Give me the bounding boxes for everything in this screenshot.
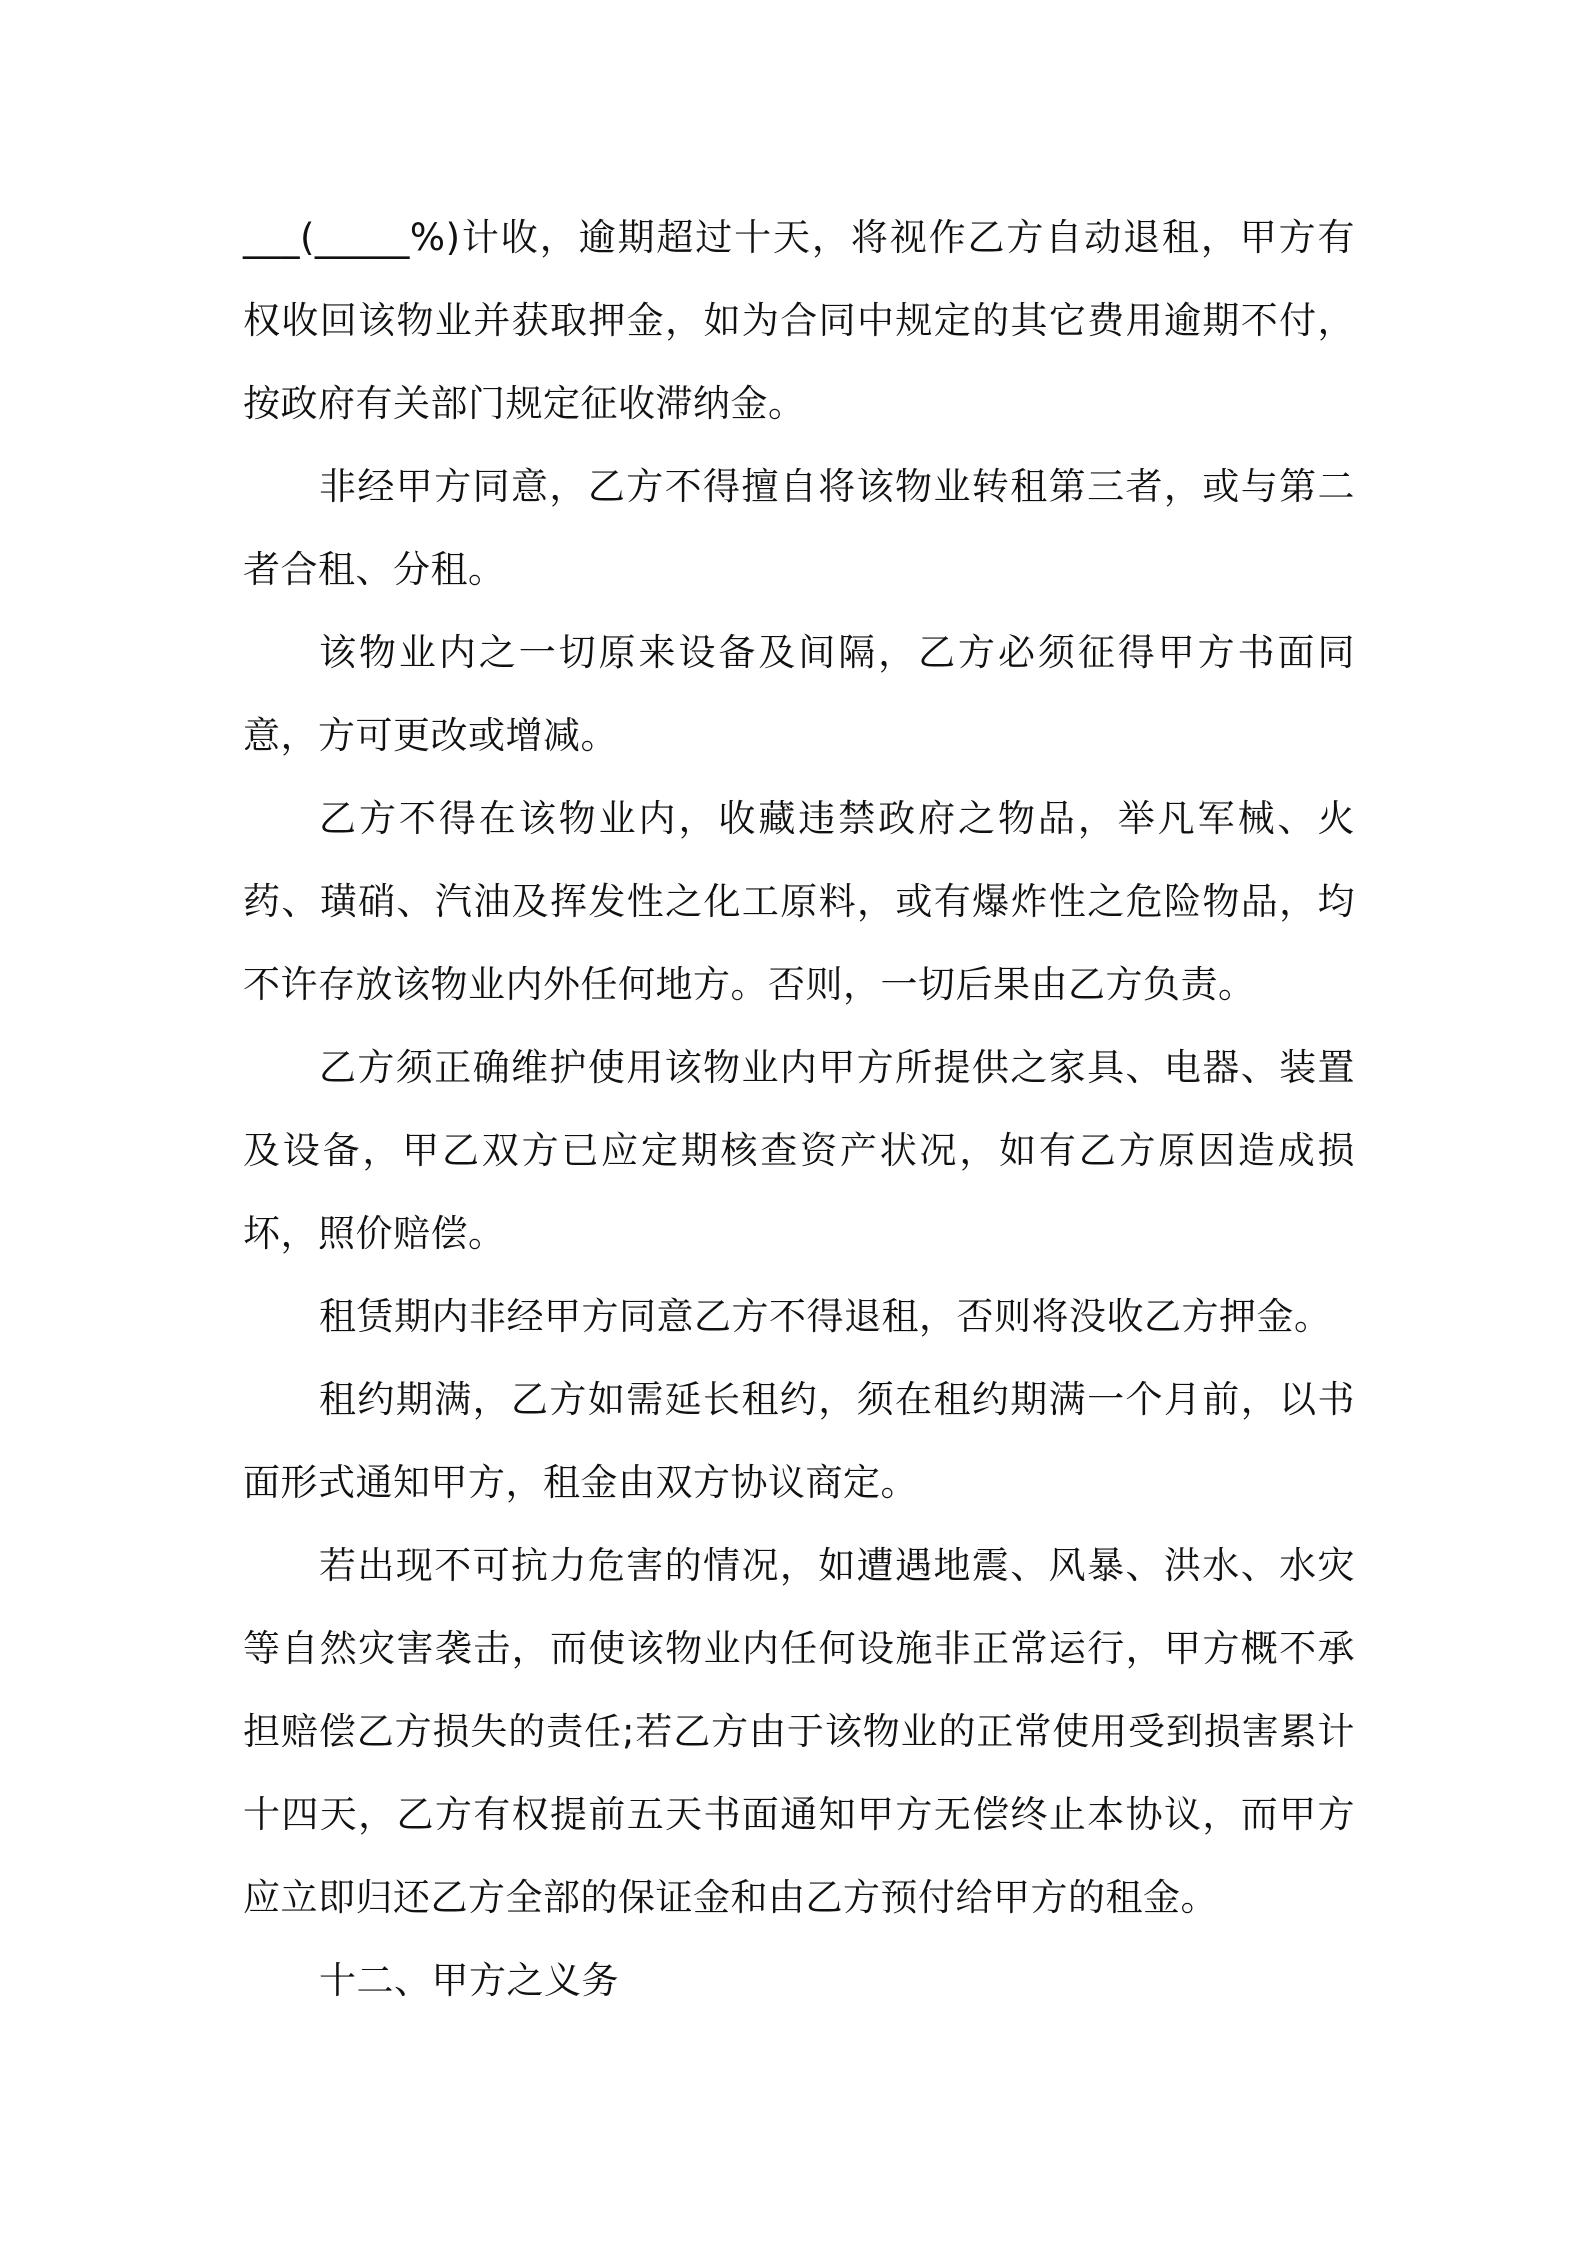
section-heading-landlord-obligations: 十二、甲方之义务 (319, 1959, 619, 2002)
paragraph-sublet: 非经甲方同意，乙方不得擅自将该物业转租第三者，或与第二者合租、分租。 (243, 465, 1355, 591)
paragraph-alterations: 该物业内之一切原来设备及间隔，乙方必须征得甲方书面同意，方可更改或增减。 (243, 631, 1355, 757)
paragraph-early-termination: 租赁期内非经甲方同意乙方不得退租，否则将没收乙方押金。 (319, 1295, 1332, 1338)
paragraph-force-majeure: 若出现不可抗力危害的情况，如遭遇地震、风暴、洪水、水灾等自然灾害袭击，而使该物业内任何设施非正常运行，甲方概不承担赔偿乙方损失的责任;若乙方由于该物业的正常使用受到损害累计十四天，乙方有权提前五天书面通知甲方无偿终止本协议，而甲方应立即归还乙方全部的保证金和由乙方预付给甲方的租金。 (243, 1544, 1355, 1919)
paragraph-prohibited-goods: 乙方不得在该物业内，收藏违禁政府之物品，举凡军械、火药、璜硝、汽油及挥发性之化工原料，或有爆炸性之危险物品，均不许存放该物业内外任何地方。否则，一切后果由乙方负责。 (243, 797, 1355, 1006)
paragraph-renewal: 租约期满，乙方如需延长租约，须在租约期满一个月前，以书面形式通知甲方，租金由双方协议商定。 (243, 1378, 1355, 1504)
paragraph-late-payment: ___(_____%)计收，逾期超过十天，将视作乙方自动退租，甲方有权收回该物业并获取押金，如为合同中规定的其它费用逾期不付，按政府有关部门规定征收滞纳金。 (243, 216, 1355, 425)
paragraph-maintenance: 乙方须正确维护使用该物业内甲方所提供之家具、电器、装置及设备，甲乙双方已应定期核查资产状况，如有乙方原因造成损坏，照价赔偿。 (243, 1046, 1355, 1255)
document-body (243, 196, 1355, 2022)
